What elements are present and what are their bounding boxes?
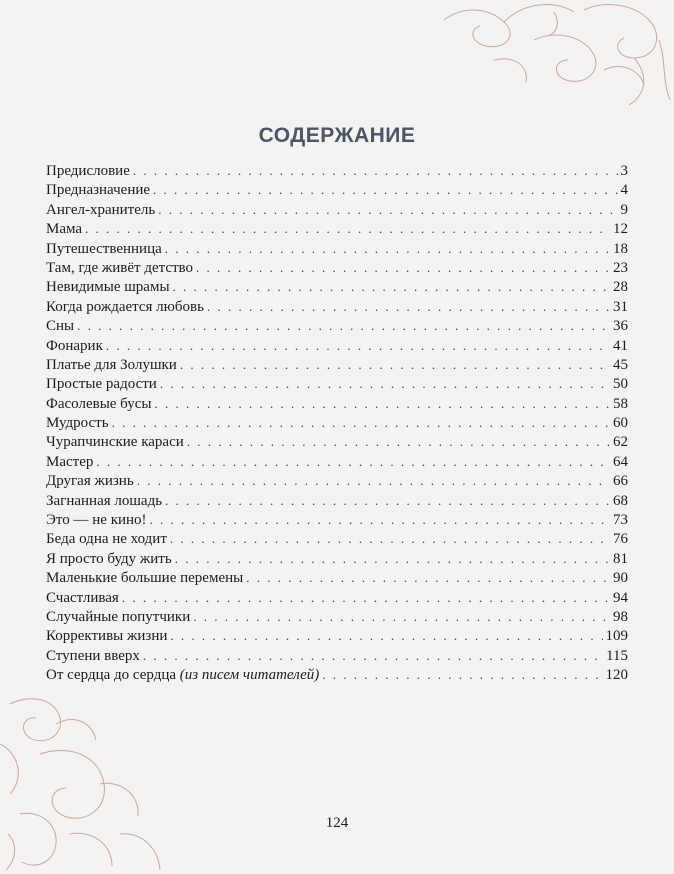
toc-leader-dots (158, 200, 617, 219)
toc-entry-title-text: Чурапчинские караси (46, 434, 184, 451)
toc-entry-title-text: Предисловие (46, 163, 130, 179)
toc-leader-dots (133, 161, 618, 180)
toc-entry-page: 94 (613, 589, 628, 606)
toc-entry-title (46, 492, 162, 511)
toc-leader-dots (170, 626, 602, 645)
toc-entry (46, 355, 628, 374)
toc-entry-title (46, 298, 204, 317)
toc-entry-title (46, 375, 157, 394)
toc-entry-title-text: Счастливая (46, 589, 119, 606)
toc-leader-dots (153, 180, 617, 199)
toc-entry-page: 98 (613, 608, 628, 625)
toc-entry-title (46, 317, 74, 336)
toc-entry (46, 297, 628, 316)
toc-entry-title (46, 337, 103, 356)
toc-entry-page: 36 (613, 318, 628, 335)
toc-entry-page: 41 (613, 337, 628, 354)
toc-entry-page: 76 (613, 531, 628, 548)
toc-entry-title (46, 453, 93, 472)
toc-entry (46, 665, 628, 684)
toc-leader-dots (96, 452, 610, 471)
toc-leader-dots (106, 336, 610, 355)
toc-entry (46, 607, 628, 626)
toc-entry-title (46, 647, 140, 666)
toc-entry-title (46, 414, 109, 433)
toc-entry (46, 239, 628, 258)
toc-leader-dots (165, 239, 610, 258)
toc-entry-title-text: Путешественница (46, 240, 162, 257)
toc-entry-page: 120 (605, 667, 628, 684)
toc-entry-title-text: Мама (46, 221, 83, 238)
toc-entry (46, 200, 628, 219)
toc-entry-title (46, 666, 319, 685)
toc-entry-title (46, 627, 167, 646)
rose-ornament-top (434, 0, 674, 110)
toc-entry (46, 161, 628, 180)
toc-entry-title-text: Фонарик (46, 337, 103, 354)
toc-entry-page: 73 (613, 512, 628, 529)
toc-entry-page: 3 (620, 163, 628, 179)
toc-entry-title (46, 220, 82, 239)
toc-entry-title-text: Там, где живёт детство (46, 259, 194, 276)
toc-entry-title-text: Я просто буду жить (46, 550, 172, 567)
toc-entry-title (46, 511, 147, 530)
toc-entry-page: 81 (613, 550, 628, 567)
toc-entry-title-text: Ангел-хранитель (46, 201, 156, 218)
toc-entry-subtitle: (из писем читателей) (179, 667, 320, 684)
toc-entry (46, 549, 628, 568)
toc-entry-page: 50 (613, 376, 628, 393)
toc-entry-title-text: Сны (46, 318, 75, 335)
toc-entry-title (46, 201, 155, 220)
toc-entry-title-text: Когда рождается любовь (46, 298, 204, 315)
toc-leader-dots (187, 432, 610, 451)
toc-entry-title-text: Простые радости (46, 376, 157, 393)
toc-entry-title (46, 356, 177, 375)
toc-entry (46, 646, 628, 665)
toc-entry-page: 31 (613, 298, 628, 315)
toc-leader-dots (246, 568, 610, 587)
toc-entry (46, 316, 628, 335)
toc-entry (46, 432, 628, 451)
toc-entry (46, 588, 628, 607)
toc-entry-title-text: Загнанная лошадь (46, 492, 163, 509)
toc-entry-title-text: Мудрость (46, 415, 109, 432)
toc-entry (46, 471, 628, 490)
toc-entry-title-text: Мастер (46, 453, 94, 470)
toc-entry-page: 62 (613, 434, 628, 451)
toc-entry (46, 219, 628, 238)
toc-entry-page: 109 (605, 628, 628, 645)
toc-entry-title-text: Случайные попутчики (46, 608, 191, 625)
toc-entry-page: 60 (613, 415, 628, 432)
toc-entry-title (46, 472, 134, 491)
toc-entry-title-text: Это — не кино! (46, 512, 147, 529)
toc-entry-title-text: Предназначение (46, 182, 151, 199)
toc-entry (46, 529, 628, 548)
toc-leader-dots (207, 297, 610, 316)
toc-entry-page: 4 (620, 182, 628, 199)
table-of-contents (46, 161, 628, 685)
toc-entry (46, 180, 628, 199)
toc-leader-dots (143, 646, 603, 665)
toc-entry (46, 277, 628, 296)
toc-leader-dots (77, 316, 610, 335)
toc-leader-dots (322, 665, 602, 684)
toc-entry-page: 64 (613, 453, 628, 470)
toc-entry-page: 58 (613, 395, 628, 412)
toc-leader-dots (173, 277, 610, 296)
toc-entry (46, 510, 628, 529)
toc-entry-page: 28 (613, 279, 628, 296)
toc-entry-title (46, 550, 172, 569)
toc-entry-page: 12 (613, 221, 628, 238)
toc-entry-title-text: Коррективы жизни (46, 628, 168, 645)
toc-entry (46, 413, 628, 432)
toc-entry-title-text: Беда одна не ходит (46, 531, 167, 548)
page-title: СОДЕРЖАНИЕ (258, 124, 416, 147)
toc-entry-title (46, 181, 150, 200)
toc-entry (46, 336, 628, 355)
toc-entry-page: 68 (613, 492, 628, 509)
toc-entry-title-text: Маленькие большие перемены (46, 570, 244, 587)
toc-entry-title (46, 530, 167, 549)
toc-leader-dots (165, 491, 610, 510)
toc-leader-dots (170, 529, 610, 548)
toc-entry-page: 23 (613, 259, 628, 276)
toc-entry-title (46, 433, 184, 452)
page-number: 124 (325, 815, 349, 831)
toc-entry-title (46, 162, 130, 181)
toc-entry-title-text: Ступени вверх (46, 647, 140, 664)
toc-entry-title (46, 278, 170, 297)
toc-entry-title-text: Другая жизнь (46, 473, 134, 490)
toc-entry-title (46, 259, 193, 278)
toc-entry (46, 568, 628, 587)
toc-leader-dots (150, 510, 610, 529)
toc-entry-page: 66 (613, 473, 628, 490)
toc-entry-title (46, 240, 162, 259)
toc-entry-title (46, 569, 243, 588)
toc-leader-dots (122, 588, 610, 607)
rose-ornament-bottom (0, 684, 180, 874)
toc-entry-page: 90 (613, 570, 628, 587)
toc-leader-dots (193, 607, 610, 626)
toc-entry (46, 626, 628, 645)
toc-entry-title-text: Фасолевые бусы (46, 395, 152, 412)
toc-leader-dots (112, 413, 610, 432)
toc-entry-page: 9 (620, 201, 628, 218)
toc-entry-title-text: Платье для Золушки (46, 356, 177, 373)
toc-leader-dots (175, 549, 610, 568)
toc-entry-title-text: От сердца до сердца (46, 667, 177, 684)
toc-entry (46, 491, 628, 510)
toc-entry-page: 115 (606, 647, 628, 664)
toc-leader-dots (160, 374, 610, 393)
toc-entry (46, 258, 628, 277)
toc-leader-dots (137, 471, 610, 490)
toc-entry-title (46, 395, 151, 414)
toc-entry (46, 394, 628, 413)
toc-entry (46, 452, 628, 471)
toc-leader-dots (180, 355, 610, 374)
toc-leader-dots (154, 394, 610, 413)
toc-entry-page: 45 (613, 356, 628, 373)
toc-leader-dots (85, 219, 610, 238)
toc-entry-page: 18 (613, 240, 628, 257)
toc-entry (46, 374, 628, 393)
toc-entry-title-text: Невидимые шрамы (46, 279, 170, 296)
toc-entry-title (46, 589, 119, 608)
toc-entry-title (46, 608, 190, 627)
toc-leader-dots (196, 258, 610, 277)
